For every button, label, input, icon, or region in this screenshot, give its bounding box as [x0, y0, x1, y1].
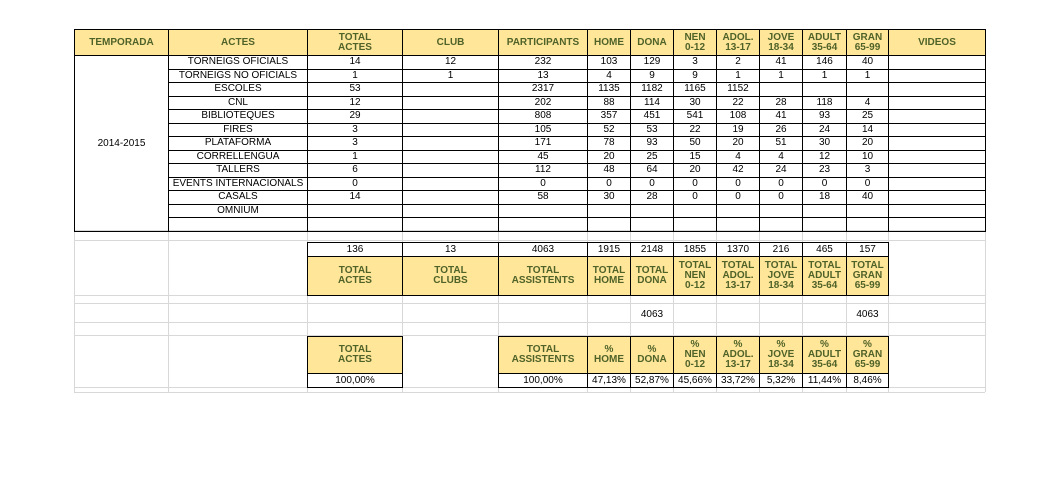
data-cell: 30	[673, 96, 717, 110]
header-adol-line: ADOL.	[722, 31, 754, 43]
pct-header-nen-line: NEN	[684, 349, 706, 360]
data-cell: 1152	[716, 82, 760, 97]
data-cell: 53	[307, 82, 403, 97]
pct-value-jove: 5,32%	[759, 373, 803, 388]
header-dona: DONA	[630, 29, 674, 56]
data-cell: 24	[759, 163, 803, 178]
totals-header-adult-line: ADULT	[807, 270, 842, 281]
data-cell: 232	[498, 55, 588, 70]
data-cell	[673, 204, 717, 218]
pct-value-gran: 8,46%	[846, 373, 889, 388]
totals-header-total-line: ACTES	[338, 275, 372, 286]
videos-cell	[888, 204, 986, 218]
header-videos: VIDEOS	[888, 29, 986, 56]
data-cell: 808	[498, 109, 588, 124]
data-cell	[498, 204, 588, 218]
pct-header-nen	[673, 336, 717, 374]
data-cell: 4	[759, 150, 803, 164]
data-cell: 14	[307, 190, 403, 205]
total-cell: 1915	[587, 242, 631, 257]
pct-header-total-line: TOTAL	[338, 344, 372, 355]
data-cell	[759, 204, 803, 218]
header-adult-line: 35-64	[811, 41, 838, 53]
totals-header-adol-line: ADOL.	[722, 270, 754, 281]
data-cell: 1	[307, 150, 403, 164]
data-cell: 4	[846, 96, 889, 110]
data-cell: 1	[716, 69, 760, 83]
header-jove-line: JOVE	[767, 31, 795, 43]
data-cell	[759, 217, 803, 232]
totals-header-gran-line: TOTAL	[851, 260, 884, 271]
totals-header-gran-line: 65-99	[854, 280, 881, 291]
total-cell: 1855	[673, 242, 717, 257]
pct-header-dona	[630, 336, 674, 374]
data-cell: 15	[673, 150, 717, 164]
data-cell	[402, 82, 499, 97]
data-cell: 19	[716, 123, 760, 137]
header-participants: PARTICIPANTS	[498, 29, 588, 56]
data-cell	[402, 150, 499, 164]
pct-value-total: 100,00%	[307, 373, 403, 388]
data-cell: 30	[587, 190, 631, 205]
data-cell	[716, 217, 760, 232]
header-adol	[716, 29, 760, 56]
totals-header-club	[402, 256, 499, 296]
data-cell	[846, 217, 889, 232]
data-cell: 51	[759, 136, 803, 151]
header-adol-line: 13-17	[725, 41, 751, 53]
data-cell: 1135	[587, 82, 631, 97]
data-cell: 25	[846, 109, 889, 124]
season-cell: 2014-2015	[74, 55, 169, 232]
videos-cell	[888, 150, 986, 164]
gridline	[74, 240, 985, 241]
acte-name-cell: BIBLIOTEQUES	[168, 109, 308, 124]
data-cell: 118	[802, 96, 847, 110]
totals-header-nen	[673, 256, 717, 296]
acte-name-cell: TORNEIGS NO OFICIALS	[168, 69, 308, 83]
header-adult	[802, 29, 847, 56]
videos-cell	[888, 136, 986, 151]
pct-header-adult-line: 35-64	[811, 359, 838, 370]
data-cell: 48	[587, 163, 631, 178]
pct-header-nen-line: %	[690, 339, 700, 350]
pct-header-home	[587, 336, 631, 374]
videos-cell	[888, 109, 986, 124]
data-cell	[802, 217, 847, 232]
data-cell: 18	[802, 190, 847, 205]
header-jove	[759, 29, 803, 56]
totals-header-home-line: HOME	[594, 275, 624, 286]
pct-header-participants-line: ASSISTENTS	[511, 354, 575, 365]
totals-header-participants-line: ASSISTENTS	[511, 275, 575, 286]
header-club: CLUB	[402, 29, 499, 56]
pct-header-adol	[716, 336, 760, 374]
pct-header-total-line: ACTES	[338, 354, 372, 365]
data-cell	[402, 163, 499, 178]
data-cell: 42	[716, 163, 760, 178]
data-cell	[498, 217, 588, 232]
totals-header-nen-line: 0-12	[684, 280, 705, 291]
acte-name-cell: CNL	[168, 96, 308, 110]
totals-header-total	[307, 256, 403, 296]
data-cell: 0	[630, 177, 674, 191]
totals-header-adol-line: TOTAL	[721, 260, 755, 271]
pct-header-home-line: HOME	[594, 354, 624, 365]
header-adult-line: ADULT	[807, 31, 842, 43]
data-cell: 1	[307, 69, 403, 83]
data-cell: 24	[802, 123, 847, 137]
data-cell: 23	[802, 163, 847, 178]
pct-header-adol-line: ADOL.	[722, 349, 754, 360]
data-cell: 26	[759, 123, 803, 137]
data-cell	[846, 82, 889, 97]
data-cell: 105	[498, 123, 588, 137]
data-cell: 0	[307, 177, 403, 191]
data-cell: 20	[846, 136, 889, 151]
data-cell: 103	[587, 55, 631, 70]
data-cell: 2317	[498, 82, 588, 97]
data-cell: 20	[587, 150, 631, 164]
check-dona: 4063	[640, 308, 664, 320]
totals-header-total-line: TOTAL	[338, 265, 372, 276]
data-cell: 451	[630, 109, 674, 124]
data-cell: 1	[846, 69, 889, 83]
header-total-actes	[307, 29, 403, 56]
totals-header-adult	[802, 256, 847, 296]
data-cell: 50	[673, 136, 717, 151]
data-cell: 0	[587, 177, 631, 191]
totals-header-gran-line: GRAN	[852, 270, 883, 281]
pct-header-adol-line: 13-17	[725, 359, 751, 370]
pct-header-jove-line: JOVE	[767, 349, 795, 360]
data-cell: 40	[846, 55, 889, 70]
data-cell: 3	[307, 123, 403, 137]
acte-name-cell: FIRES	[168, 123, 308, 137]
data-cell: 0	[759, 177, 803, 191]
data-cell: 1	[759, 69, 803, 83]
pct-header-total	[307, 336, 403, 374]
data-cell	[402, 109, 499, 124]
data-cell: 13	[498, 69, 588, 83]
total-cell: 136	[307, 242, 403, 257]
data-cell: 0	[716, 177, 760, 191]
data-cell: 88	[587, 96, 631, 110]
data-cell	[846, 204, 889, 218]
total-cell: 13	[402, 242, 499, 257]
data-cell: 52	[587, 123, 631, 137]
data-cell	[587, 204, 631, 218]
data-cell: 0	[673, 190, 717, 205]
data-cell: 12	[802, 150, 847, 164]
totals-header-dona	[630, 256, 674, 296]
totals-header-adol	[716, 256, 760, 296]
data-cell	[402, 190, 499, 205]
header-nen-line: NEN	[684, 31, 706, 43]
pct-header-jove-line: 18-34	[768, 359, 794, 370]
pct-value-participants: 100,00%	[498, 373, 588, 388]
pct-value-adol: 33,72%	[716, 373, 760, 388]
data-cell: 9	[630, 69, 674, 83]
header-jove-line: 18-34	[768, 41, 794, 53]
pct-header-jove	[759, 336, 803, 374]
data-cell: 0	[802, 177, 847, 191]
pct-header-nen-line: 0-12	[684, 359, 705, 370]
data-cell: 129	[630, 55, 674, 70]
data-cell: 108	[716, 109, 760, 124]
pct-header-adult-line: ADULT	[807, 349, 842, 360]
videos-cell	[888, 217, 986, 232]
totals-header-jove-line: TOTAL	[764, 260, 798, 271]
totals-header-participants	[498, 256, 588, 296]
totals-header-nen-line: NEN	[684, 270, 706, 281]
data-cell: 93	[802, 109, 847, 124]
videos-cell	[888, 177, 986, 191]
acte-name-cell: PLATAFORMA	[168, 136, 308, 151]
totals-header-home	[587, 256, 631, 296]
data-cell: 28	[759, 96, 803, 110]
data-cell: 0	[846, 177, 889, 191]
data-cell: 3	[673, 55, 717, 70]
videos-cell	[888, 82, 986, 97]
pct-value-adult: 11,44%	[802, 373, 847, 388]
data-cell: 20	[673, 163, 717, 178]
data-cell	[673, 217, 717, 232]
data-cell: 9	[673, 69, 717, 83]
data-cell	[402, 217, 499, 232]
gridline	[74, 303, 985, 304]
data-cell: 202	[498, 96, 588, 110]
data-cell: 112	[498, 163, 588, 178]
data-cell: 2	[716, 55, 760, 70]
data-cell: 78	[587, 136, 631, 151]
data-cell	[402, 136, 499, 151]
totals-header-dona-line: DONA	[637, 275, 667, 286]
data-cell	[307, 217, 403, 232]
data-cell: 14	[307, 55, 403, 70]
data-cell: 541	[673, 109, 717, 124]
data-cell: 20	[716, 136, 760, 151]
pct-header-adol-line: %	[733, 339, 743, 350]
pct-header-gran-line: 65-99	[854, 359, 881, 370]
data-cell: 41	[759, 109, 803, 124]
videos-cell	[888, 69, 986, 83]
data-cell: 1	[802, 69, 847, 83]
totals-header-home-line: TOTAL	[592, 265, 626, 276]
pct-header-home-line: %	[604, 344, 614, 355]
total-cell: 216	[759, 242, 803, 257]
data-cell: 45	[498, 150, 588, 164]
data-cell: 12	[307, 96, 403, 110]
videos-cell	[888, 96, 986, 110]
data-cell: 0	[716, 190, 760, 205]
videos-cell	[888, 55, 986, 70]
pct-header-gran-line: GRAN	[852, 349, 883, 360]
totals-header-adult-line: 35-64	[811, 280, 838, 291]
data-cell: 3	[846, 163, 889, 178]
data-cell: 14	[846, 123, 889, 137]
data-cell: 4	[587, 69, 631, 83]
pct-value-nen: 45,66%	[673, 373, 717, 388]
data-cell: 1182	[630, 82, 674, 97]
total-cell: 157	[846, 242, 889, 257]
pct-value-home: 47,13%	[587, 373, 631, 388]
pct-header-participants	[498, 336, 588, 374]
data-cell	[307, 204, 403, 218]
header-nen	[673, 29, 717, 56]
header-gran-line: 65-99	[854, 41, 881, 53]
data-cell: 3	[307, 136, 403, 151]
acte-name-cell: ESCOLES	[168, 82, 308, 97]
data-cell: 0	[759, 190, 803, 205]
header-total-actes-line: ACTES	[338, 41, 372, 53]
data-cell: 64	[630, 163, 674, 178]
header-temporada: TEMPORADA	[74, 29, 169, 56]
data-cell: 6	[307, 163, 403, 178]
header-total-actes-line: TOTAL	[338, 31, 372, 43]
totals-header-gran	[846, 256, 889, 296]
data-cell	[802, 204, 847, 218]
data-cell: 22	[716, 96, 760, 110]
data-cell: 146	[802, 55, 847, 70]
data-cell	[630, 204, 674, 218]
header-gran	[846, 29, 889, 56]
gridline	[74, 392, 985, 393]
videos-cell	[888, 163, 986, 178]
totals-header-dona-line: TOTAL	[635, 265, 669, 276]
data-cell: 0	[498, 177, 588, 191]
data-cell: 22	[673, 123, 717, 137]
data-cell: 10	[846, 150, 889, 164]
gridline	[74, 322, 985, 323]
acte-name-cell: EVENTS INTERNACIONALS	[168, 177, 308, 191]
total-cell: 2148	[630, 242, 674, 257]
acte-name-cell: CASALS	[168, 190, 308, 205]
pct-header-gran	[846, 336, 889, 374]
acte-name-cell: CORRELLENGUA	[168, 150, 308, 164]
data-cell: 4	[716, 150, 760, 164]
totals-header-jove	[759, 256, 803, 296]
totals-header-participants-line: TOTAL	[526, 265, 560, 276]
data-cell: 53	[630, 123, 674, 137]
pct-header-dona-line: %	[647, 344, 657, 355]
totals-header-adol-line: 13-17	[725, 280, 751, 291]
pct-value-dona: 52,87%	[630, 373, 674, 388]
data-cell	[402, 96, 499, 110]
total-cell: 1370	[716, 242, 760, 257]
data-cell: 357	[587, 109, 631, 124]
totals-header-club-line: TOTAL	[434, 265, 467, 276]
data-cell	[630, 217, 674, 232]
pct-header-participants-line: TOTAL	[526, 344, 560, 355]
data-cell	[402, 177, 499, 191]
data-cell: 41	[759, 55, 803, 70]
totals-header-adult-line: TOTAL	[808, 260, 841, 271]
data-cell	[802, 82, 847, 97]
acte-name-cell: TORNEIGS OFICIALS	[168, 55, 308, 70]
data-cell	[402, 204, 499, 218]
data-cell: 12	[402, 55, 499, 70]
data-cell: 1165	[673, 82, 717, 97]
data-cell: 25	[630, 150, 674, 164]
header-actes: ACTES	[168, 29, 308, 56]
data-cell	[587, 217, 631, 232]
data-cell	[716, 204, 760, 218]
header-nen-line: 0-12	[684, 41, 705, 53]
data-cell: 114	[630, 96, 674, 110]
data-cell: 171	[498, 136, 588, 151]
acte-name-cell: TALLERS	[168, 163, 308, 178]
data-cell: 28	[630, 190, 674, 205]
check-gran: 4063	[856, 308, 879, 320]
pct-header-adult-line: %	[820, 339, 829, 350]
total-cell: 4063	[498, 242, 588, 257]
data-cell: 29	[307, 109, 403, 124]
data-cell: 0	[673, 177, 717, 191]
totals-header-nen-line: TOTAL	[678, 260, 712, 271]
acte-name-cell	[168, 217, 308, 232]
header-home: HOME	[587, 29, 631, 56]
pct-header-gran-line: %	[863, 339, 872, 350]
totals-header-club-line: CLUBS	[433, 275, 468, 286]
data-cell: 1	[402, 69, 499, 83]
data-cell	[759, 82, 803, 97]
pct-header-dona-line: DONA	[637, 354, 667, 365]
data-cell: 40	[846, 190, 889, 205]
acte-name-cell: OMNIUM	[168, 204, 308, 218]
totals-header-jove-line: JOVE	[767, 270, 795, 281]
header-gran-line: GRAN	[852, 31, 883, 43]
data-cell: 30	[802, 136, 847, 151]
videos-cell	[888, 123, 986, 137]
data-cell: 58	[498, 190, 588, 205]
total-cell: 465	[802, 242, 847, 257]
videos-cell	[888, 190, 986, 205]
totals-header-jove-line: 18-34	[768, 280, 794, 291]
data-cell: 93	[630, 136, 674, 151]
data-cell	[402, 123, 499, 137]
pct-header-adult	[802, 336, 847, 374]
pct-header-jove-line: %	[776, 339, 786, 350]
